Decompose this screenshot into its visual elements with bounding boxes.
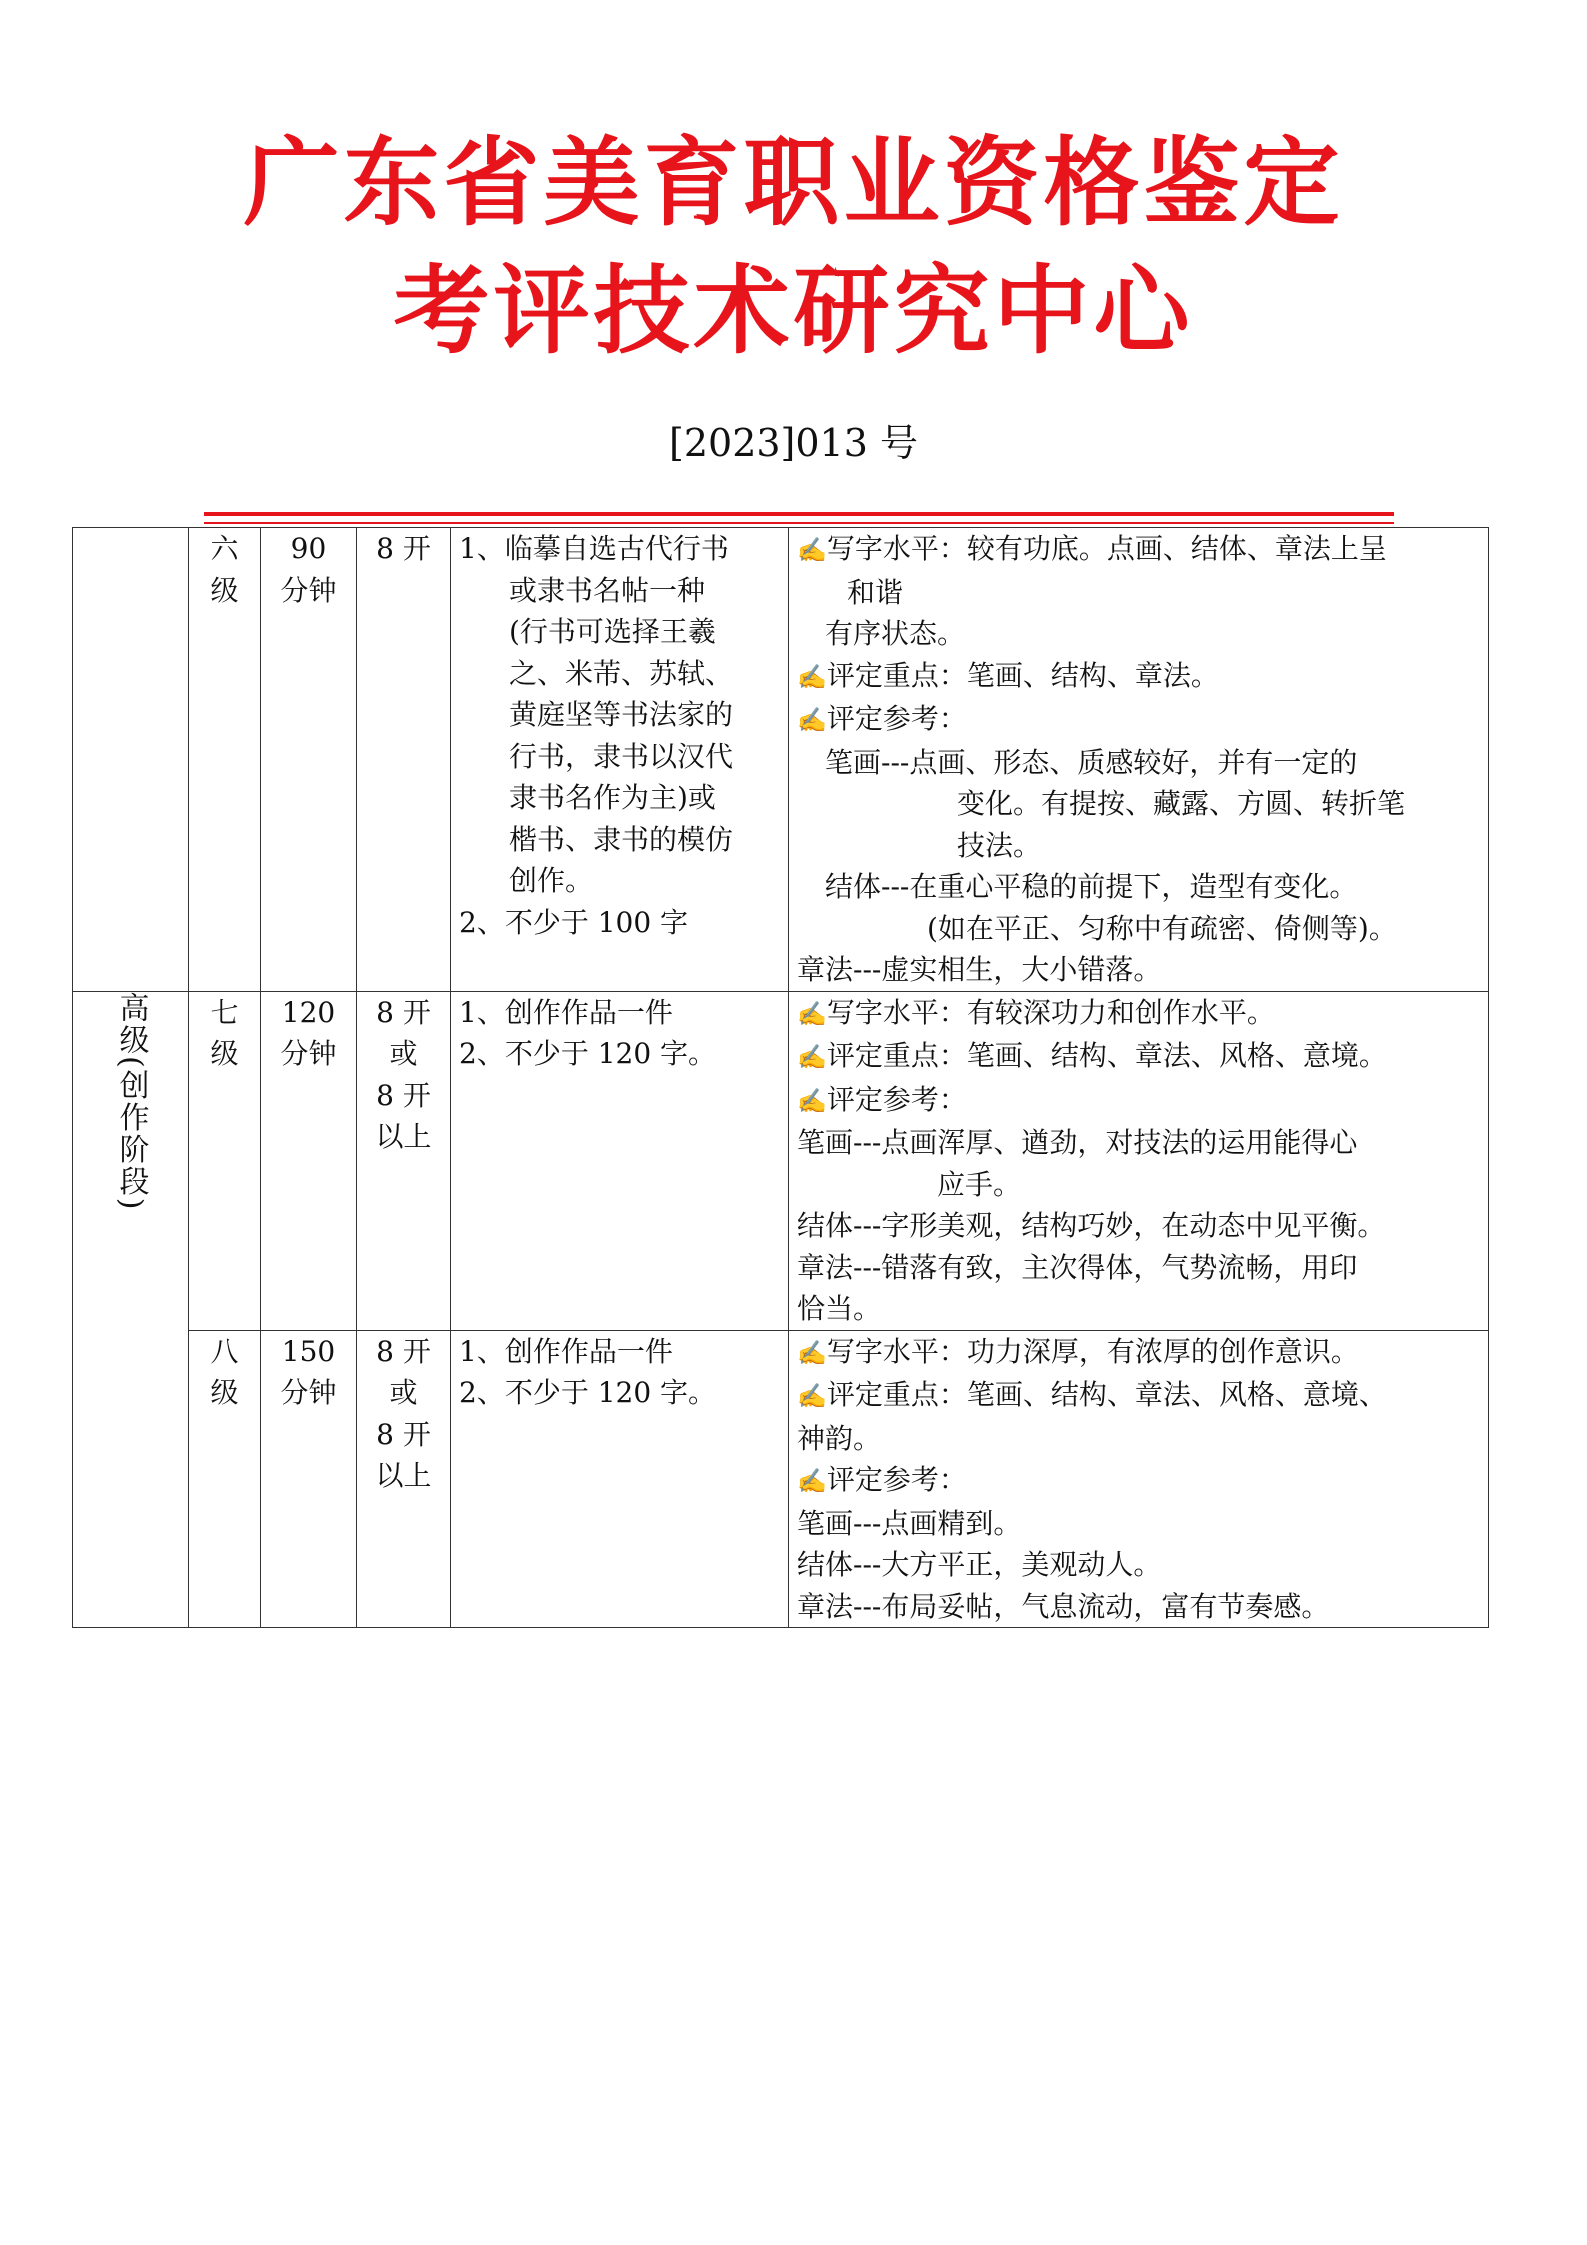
- time-cell: [261, 1330, 357, 1628]
- time-text: 分钟: [280, 1037, 337, 1070]
- paper-text: 8 开: [376, 1334, 431, 1368]
- criteria-line: 技法。: [957, 828, 1042, 862]
- criteria-line: 写字水平：较有功底。点画、结体、章法上呈: [826, 532, 1387, 565]
- time-text: 90: [290, 532, 327, 565]
- criteria-cell: [789, 528, 1489, 992]
- level-text: 级: [210, 573, 239, 607]
- requirement-line: 2、不少于 100 字: [459, 905, 689, 939]
- criteria-line: 评定参考：: [826, 702, 967, 735]
- level-text: 级: [210, 1376, 239, 1409]
- level-cell: [189, 991, 261, 1330]
- level-text: 八: [210, 1334, 239, 1368]
- writing-hand-icon: ✍: [797, 1467, 827, 1495]
- stage-cell: [73, 991, 189, 1628]
- criteria-line: 结体---大方平正，美观动人。: [797, 1548, 1162, 1581]
- paper-text: 8 开: [376, 1417, 431, 1451]
- criteria-line: 有序状态。: [825, 617, 966, 650]
- time-cell: [261, 991, 357, 1330]
- table-row-level-7: [73, 991, 1489, 1330]
- paper-cell: [357, 528, 451, 992]
- writing-hand-icon: ✍: [797, 1043, 827, 1071]
- document-number: [2023]013 号: [669, 421, 918, 465]
- writing-hand-icon: ✍: [797, 1382, 827, 1410]
- requirement-line: (行书可选择王羲: [509, 615, 716, 648]
- paper-text: 8 开: [376, 995, 431, 1029]
- criteria-line: 笔画---点画精到。: [797, 1506, 1022, 1540]
- criteria-line: 和谐: [847, 575, 904, 609]
- writing-hand-icon: ✍: [797, 1086, 827, 1115]
- time-text: 分钟: [280, 573, 337, 607]
- criteria-line: 章法---布局妥帖，气息流动，富有节奏感。: [797, 1589, 1330, 1623]
- center-name-line-1: 广东省美育职业资格鉴定: [243, 127, 1344, 239]
- criteria-line: 结体---字形美观，结构巧妙，在动态中见平衡。: [797, 1209, 1386, 1242]
- criteria-line: 评定参考：: [826, 1463, 967, 1496]
- criteria-line: 写字水平：有较深功力和创作水平。: [826, 995, 1275, 1029]
- paper-cell: [357, 1330, 451, 1628]
- requirement-line: 1、创作作品一件: [459, 995, 673, 1029]
- center-name-line-2: 考评技术研究中心: [393, 255, 1194, 367]
- red-divider-thin: [204, 522, 1394, 524]
- criteria-cell: [789, 1330, 1489, 1628]
- criteria-line: 神韵。: [797, 1421, 882, 1455]
- criteria-cell: [789, 991, 1489, 1330]
- exam-standards-table: [72, 527, 1489, 1628]
- writing-hand-icon: ✍: [797, 706, 827, 734]
- time-text: 分钟: [280, 1376, 337, 1409]
- stage-label: 高级(创作阶段): [113, 991, 149, 1211]
- requirement-line: 楷书、隶书的模仿: [509, 822, 734, 856]
- criteria-line: 写字水平：功力深厚，有浓厚的创作意识。: [826, 1334, 1359, 1368]
- criteria-line: 章法---虚实相生，大小错落。: [797, 953, 1162, 986]
- writing-hand-icon: ✍: [797, 1338, 827, 1367]
- paper-text: 8 开: [376, 1078, 431, 1112]
- paper-text: 8 开: [376, 532, 431, 565]
- level-text: 七: [210, 995, 239, 1029]
- level-cell: [189, 528, 261, 992]
- criteria-line: 评定重点：笔画、结构、章法、风格、意境、: [826, 1378, 1387, 1411]
- stage-cell-empty: [73, 528, 189, 992]
- requirement-line: 之、米芾、苏轼、: [509, 656, 734, 690]
- requirement-line: 1、临摹自选古代行书: [459, 532, 729, 565]
- paper-text: 以上: [375, 1459, 432, 1492]
- criteria-line: 评定重点：笔画、结构、章法。: [826, 658, 1219, 692]
- requirement-line: 行书，隶书以汉代: [509, 739, 734, 773]
- requirement-line: 或隶书名帖一种: [509, 573, 706, 607]
- criteria-line: 变化。有提按、藏露、方圆、转折笔: [957, 787, 1406, 820]
- red-divider-thick: [204, 512, 1394, 516]
- requirements-cell: [451, 1330, 789, 1628]
- criteria-line: 评定重点：笔画、结构、章法、风格、意境。: [826, 1039, 1387, 1072]
- requirement-line: 隶书名作为主)或: [509, 781, 716, 814]
- criteria-line: 笔画---点画浑厚、遒劲，对技法的运用能得心: [797, 1126, 1358, 1159]
- criteria-line: 应手。: [937, 1167, 1022, 1201]
- paper-cell: [357, 991, 451, 1330]
- criteria-line: (如在平正、匀称中有疏密、倚侧等)。: [927, 911, 1397, 945]
- level-text: 级: [210, 1037, 239, 1070]
- time-text: 120: [281, 995, 336, 1029]
- time-cell: [261, 528, 357, 992]
- level-text: 六: [210, 532, 239, 565]
- requirement-line: 2、不少于 120 字。: [459, 1376, 717, 1409]
- writing-hand-icon: ✍: [797, 536, 827, 564]
- criteria-line: 笔画---点画、形态、质感较好，并有一定的: [825, 745, 1358, 779]
- requirements-cell: [451, 991, 789, 1330]
- requirement-line: 1、创作作品一件: [459, 1334, 673, 1368]
- writing-hand-icon: ✍: [797, 999, 827, 1028]
- criteria-line: 章法---错落有致，主次得体，气势流畅，用印: [797, 1250, 1358, 1284]
- level-cell: [189, 1330, 261, 1628]
- time-text: 150: [281, 1334, 336, 1368]
- table-row-level-6: [73, 528, 1489, 992]
- criteria-line: 结体---在重心平稳的前提下，造型有变化。: [825, 870, 1358, 903]
- requirement-line: 黄庭坚等书法家的: [509, 698, 734, 731]
- requirement-line: 创作。: [509, 864, 594, 897]
- requirement-line: 2、不少于 120 字。: [459, 1037, 717, 1070]
- paper-text: 或: [389, 1037, 418, 1070]
- criteria-line: 评定参考：: [826, 1082, 967, 1116]
- criteria-line: 恰当。: [797, 1292, 882, 1325]
- writing-hand-icon: ✍: [797, 662, 827, 691]
- requirements-cell: [451, 528, 789, 992]
- table-row-level-8: [73, 1330, 1489, 1628]
- paper-text: 以上: [375, 1120, 432, 1153]
- paper-text: 或: [389, 1376, 418, 1409]
